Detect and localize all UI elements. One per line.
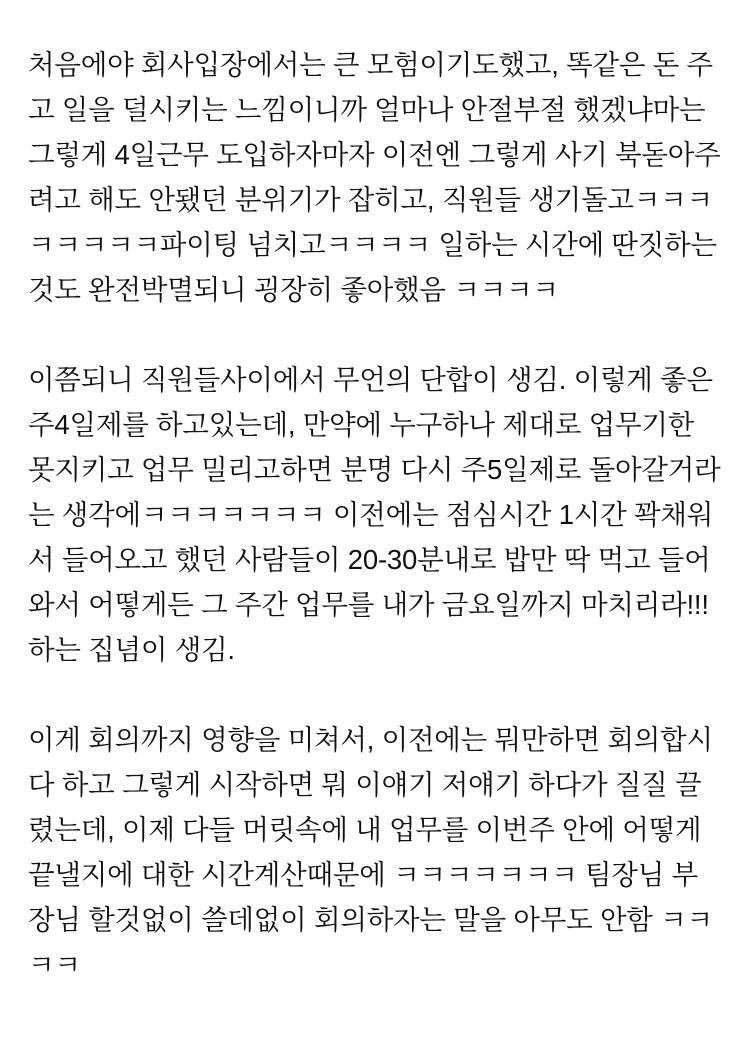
post-body [28, 42, 722, 987]
paragraph-1: 처음에야 회사입장에서는 큰 모험이기도했고, 똑같은 돈 주고 일을 덜시키는 느낌이니까 얼마나 안절부절 했겠냐마는 그렇게 4일근무 도입하자마자 이전엔 그렇게 사기 북돋아주려고 해도 안됐던 분위기가 잡히고, 직원들 생기돌고ㅋㅋㅋㅋㅋㅋㅋㅋ파이팅 넘치고ㅋㅋㅋㅋ 일하는 시간에 딴짓하는것도 완전박멸되니 굉장히 좋아했음 ㅋㅋㅋㅋ [28, 49, 721, 305]
paragraph-2: 이쯤되니 직원들사이에서 무언의 단합이 생김. 이렇게 좋은 주4일제를 하고있는데, 만약에 누구하나 제대로 업무기한 못지키고 업무 밀리고하면 분명 다시 주5일제로 돌아갈거라는 생각에ㅋㅋㅋㅋㅋㅋㅋ 이전에는 점심시간 1시간 꽉채워서 들어오고 했던 사람들이 20-30분내로 밥만 딱 먹고 들어와서 어떻게든 그 주간 업무를 내가 금요일까지 마치리라!!! 하는 집념이 생김. [28, 364, 721, 665]
paragraph-3: 이게 회의까지 영향을 미쳐서, 이전에는 뭐만하면 회의합시다 하고 그렇게 시작하면 뭐 이얘기 저얘기 하다가 질질 끌렸는데, 이제 다들 머릿속에 내 업무를 이번주 안에 어떻게 끝낼지에 대한 시간계산때문에 ㅋㅋㅋㅋㅋㅋㅋ 팀장님 부장님 할것없이 쓸데없이 회의하자는 말을 아무도 안함 ㅋㅋㅋㅋ [28, 724, 713, 980]
